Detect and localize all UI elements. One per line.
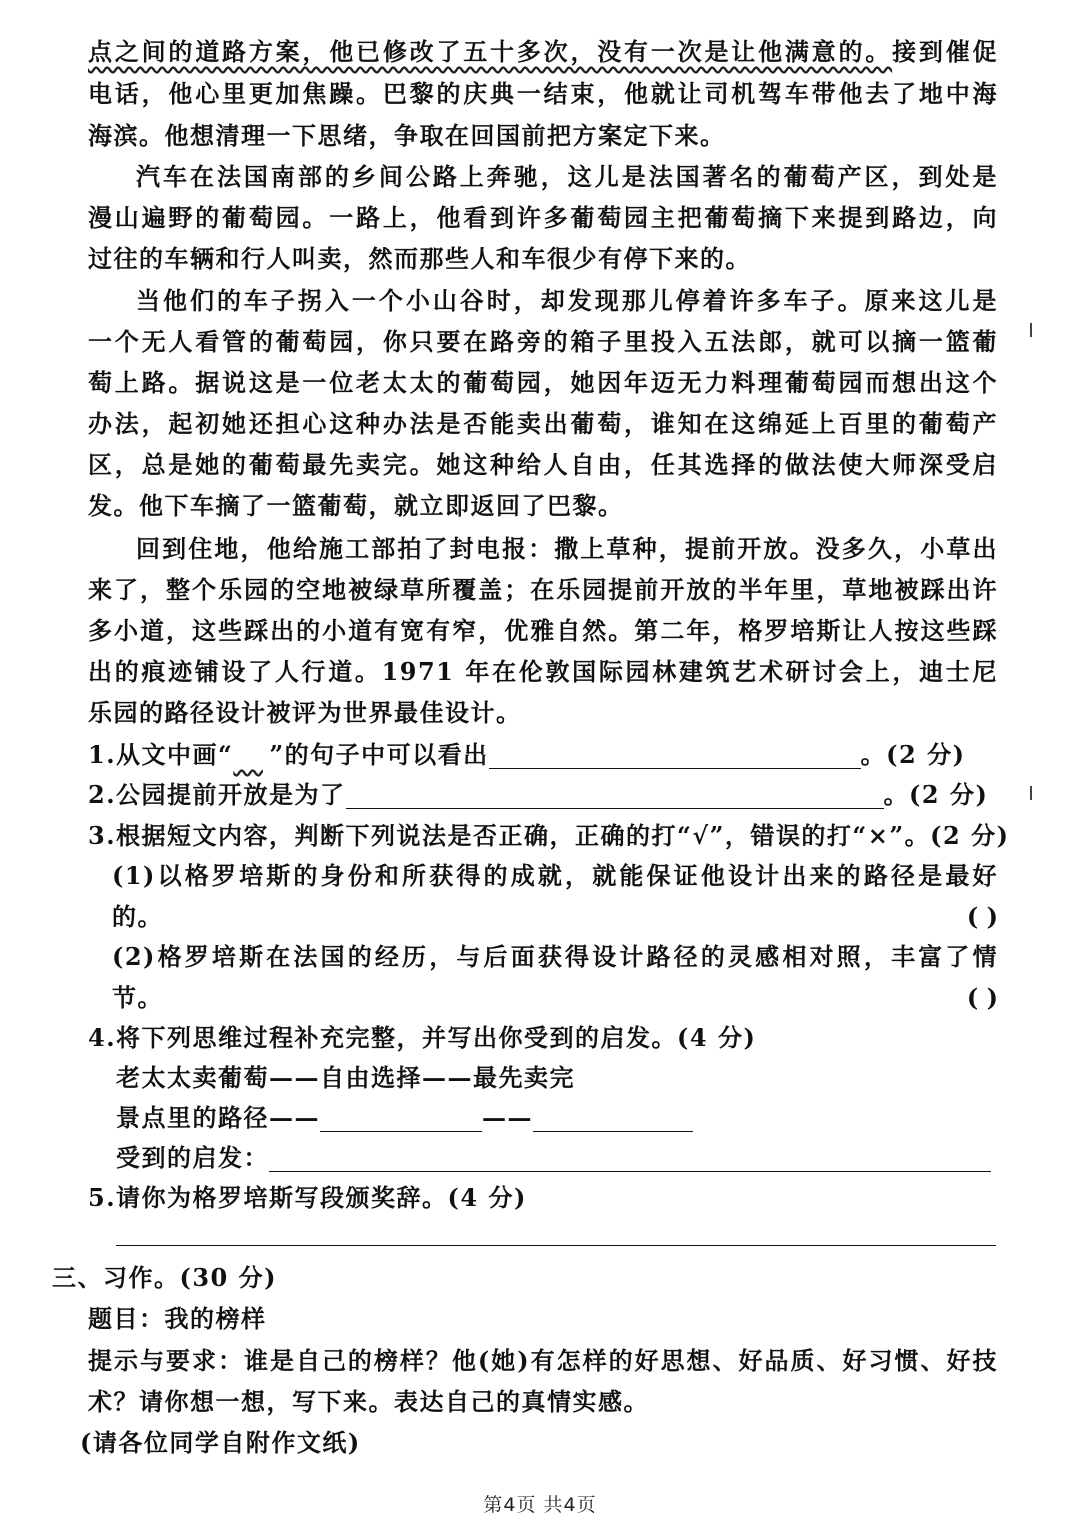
passage-line-4: 汽车在法国南部的乡间公路上奔驰，这儿是法国著名的葡萄产区，到处是 [136,162,998,191]
essay-requirements-line-a: 提示与要求：谁是自己的榜样？他(她)有怎样的好思想、好品质、好习惯、好技 [88,1346,998,1375]
passage-line-13: 回到住地，他给施工部拍了封电报：撒上草种，提前开放。没多久，小草出 [136,534,998,563]
section-3-heading: 三、习作。(30 分) [52,1263,277,1292]
passage-line-10: 办法，起初她还担心这种办法是否能卖出葡萄，谁知在这绵延上百里的葡萄产 [88,409,998,438]
passage-line-3: 海滨。他想清理一下思绪，争取在回国前把方案定下来。 [88,121,726,150]
essay-title: 题目：我的榜样 [88,1304,267,1333]
thinking-chain-paths: 景点里的路径—— —— [116,1104,996,1132]
passage-line-14: 来了，整个乐园的空地被绿草所覆盖；在乐园提前开放的半年里，草地被踩出许 [88,575,998,604]
answer-paren-3-2[interactable]: ( ) [966,983,998,1012]
essay-paper-note: (请各位同学自附作文纸) [80,1428,361,1457]
question-3-2-line-b: 节。 ( ) [112,983,998,1012]
passage-line-11: 区，总是她的葡萄最先卖完。她这种给人自由，任其选择的做法使大师深受启 [88,450,998,479]
wavy-underlined-sentence: 点之间的道路方案，他已修改了五十多次，没有一次是让他满意的。 [88,37,893,66]
passage-line-7: 当他们的车子拐入一个小山谷时，却发现那儿停着许多车子。原来这儿是 [136,286,998,315]
question-2: 2.公园提前开放是为了 。(2 分) [88,780,989,809]
passage-line-9: 萄上路。据说这是一位老太太的葡萄园，她因年迈无力料理葡萄园而想出这个 [88,368,998,397]
answer-blank-q2[interactable] [346,784,884,809]
answer-line-q5[interactable] [116,1245,996,1246]
question-4: 4.将下列思维过程补充完整，并写出你受到的启发。(4 分) [88,1023,757,1052]
passage-line-8: 一个无人看管的葡萄园，你只要在路旁的箱子里投入五法郎，就可以摘一篮葡 [88,327,998,356]
question-3-2-line-a: (2)格罗培斯在法国的经历，与后面获得设计路径的灵感相对照，丰富了情 [112,942,998,971]
passage-line-5: 漫山遍野的葡萄园。一路上，他看到许多葡萄园主把葡萄摘下来提到路边，向 [88,203,998,232]
question-5: 5.请你为格罗培斯写段颁奖辞。(4 分) [88,1183,527,1212]
answer-blank-q4-b[interactable] [533,1107,693,1132]
answer-blank-q4-a[interactable] [320,1107,482,1132]
passage-line-12: 发。他下车摘了一篮葡萄，就立即返回了巴黎。 [88,491,624,520]
passage-line-16: 出的痕迹铺设了人行道。1971 年在伦敦国际园林建筑艺术研讨会上，迪士尼 [88,657,998,686]
question-3-1-line-a: (1)以格罗培斯的身份和所获得的成就，就能保证他设计出来的路径是最好 [112,861,998,890]
passage-line-1: 点之间的道路方案，他已修改了五十多次，没有一次是让他满意的。接到催促 [88,37,999,66]
answer-blank-q4-inspiration[interactable] [269,1147,991,1172]
margin-mark [1030,323,1032,337]
question-3: 3.根据短文内容，判断下列说法是否正确，正确的打“√”，错误的打“×”。(2 分) [88,821,1010,850]
passage-line-2: 电话，他心里更加焦躁。巴黎的庆典一结束，他就让司机驾车带他去了地中海 [88,79,998,108]
passage-line-17: 乐园的路径设计被评为世界最佳设计。 [88,698,522,727]
passage-line-15: 多小道，这些踩出的小道有宽有窄，优雅自然。第二年，格罗培斯让人按这些踩 [88,616,998,645]
page-footer: 第4页 共4页 [483,1494,597,1516]
thinking-chain-example: 老太太卖葡萄——自由选择——最先卖完 [116,1063,575,1092]
answer-paren-3-1[interactable]: ( ) [966,902,998,931]
inspiration-line: 受到的启发： [116,1144,996,1172]
question-3-1-line-b: 的。 ( ) [112,902,998,931]
wavy-mark [233,741,269,769]
margin-mark [1030,786,1032,800]
passage-line-6: 过往的车辆和行人叫卖，然而那些人和车很少有停下来的。 [88,244,751,273]
answer-blank-q1[interactable] [489,744,861,769]
question-1: 1.从文中画“ ”的句子中可以看出 。(2 分) [88,740,966,769]
essay-requirements-line-b: 术？请你想一想，写下来。表达自己的真情实感。 [88,1387,649,1416]
